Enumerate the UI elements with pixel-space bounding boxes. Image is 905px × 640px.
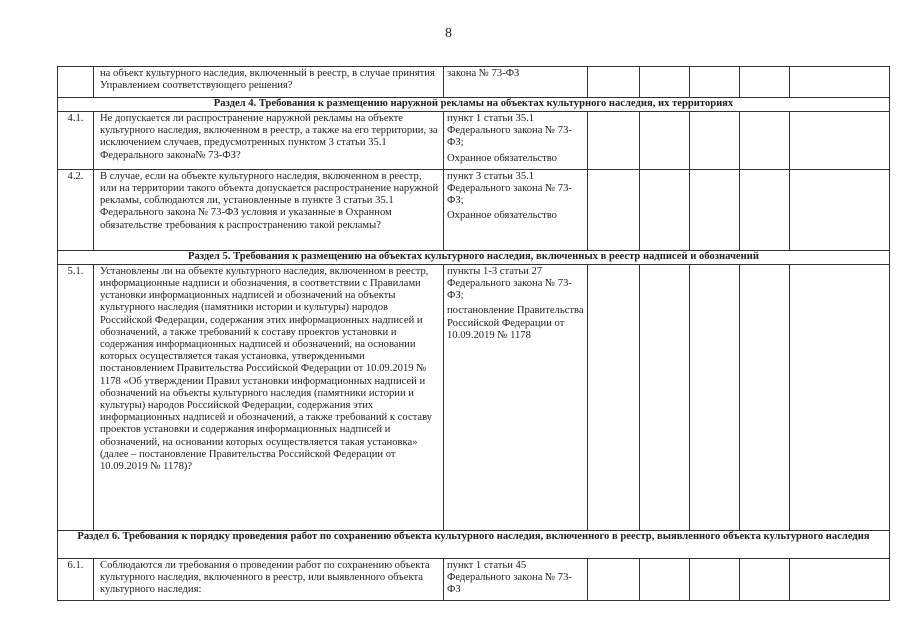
table-row <box>58 558 890 601</box>
item-question: Установлены ли на объекте культурного наследия, включенном в реестр, информационные надписи и обозначения, в соответствии с Правилами установки информационных надписей и обозначений на объекты культурного наследия (памятники истории и культуры) народов Российской Федерации, содержания этих информационных надписей и обозначений, а также требований к составу проектов установки и содержания информационных надписей и обозначений, на основании которых осуществляется такая установка, утвержденными постановлением Правительства Российской Федерации от 10.09.2019 № 1178 «Об утверждении Правил установки информационных надписей и обозначений на объекты культурного наследия (памятники истории и культуры) народов Российской Федерации, содержания этих информационных надписей и обозначений, а также требований к составу проектов установки и содержания информационных надписей и обозначений, на основании которых осуществляется такая установка» (далее – постановление Правительства Российской Федерации от 10.09.2019 № 1178)? <box>94 264 444 530</box>
answer-cell <box>740 558 790 601</box>
requirements-table <box>57 66 890 601</box>
answer-cell <box>640 169 690 250</box>
answer-cell <box>690 112 740 170</box>
answer-cell <box>640 264 690 530</box>
note-cell <box>790 169 890 250</box>
item-reference: пункт 3 статьи 35.1 Федерального закона № 73-ФЗ; Охранное обязательство <box>444 169 588 250</box>
item-question: Соблюдаются ли требования о проведении работ по сохранению объекта культурного наследия, включенного в реестр, или выявленного объекта культурного наследия: <box>94 558 444 601</box>
section-header <box>58 530 890 558</box>
answer-cell <box>588 558 640 601</box>
item-reference: пункты 1-3 статьи 27 Федерального закона № 73-ФЗ; постановление Правительства Российской Федерации от 10.09.2019 № 1178 <box>444 264 588 530</box>
page-number: 8 <box>445 26 452 41</box>
item-number: 6.1. <box>58 558 94 601</box>
answer-cell <box>740 112 790 170</box>
table-row <box>58 169 890 250</box>
answer-cell <box>690 558 740 601</box>
item-number: 4.2. <box>58 169 94 250</box>
answer-cell <box>588 67 640 98</box>
table-row <box>58 264 890 530</box>
item-number <box>58 67 94 98</box>
section-title: Раздел 5. Требования к размещению на объектах культурного наследия, включенных в реестр надписей и обозначений <box>58 250 890 264</box>
answer-cell <box>588 264 640 530</box>
item-question: В случае, если на объекте культурного наследия, включенном в реестр, или на территории такого объекта допускается распространение наружной рекламы, соблюдаются ли, установленные в пункте 3 статьи 35.1 Федерального закона № 73-ФЗ условия и указанные в Охранном обязательстве требования к распространению такой рекламы? <box>94 169 444 250</box>
answer-cell <box>740 67 790 98</box>
item-number: 4.1. <box>58 112 94 170</box>
answer-cell <box>740 264 790 530</box>
table-row <box>58 112 890 170</box>
section-title: Раздел 4. Требования к размещению наружной рекламы на объектах культурного наследия, их территориях <box>58 98 890 112</box>
section-header <box>58 98 890 112</box>
note-cell <box>790 264 890 530</box>
answer-cell <box>588 112 640 170</box>
table-row <box>58 67 890 98</box>
item-reference: пункт 1 статьи 35.1 Федерального закона № 73-ФЗ; Охранное обязательство <box>444 112 588 170</box>
note-cell <box>790 558 890 601</box>
item-number: 5.1. <box>58 264 94 530</box>
answer-cell <box>690 264 740 530</box>
answer-cell <box>740 169 790 250</box>
item-question: Не допускается ли распространение наружной рекламы на объекте культурного наследия, включенном в реестр, а также на его территории, за исключением случаев, предусмотренных пунктом 3 статьи 35.1 Федерального закона№ 73-ФЗ? <box>94 112 444 170</box>
answer-cell <box>640 67 690 98</box>
note-cell <box>790 67 890 98</box>
note-cell <box>790 112 890 170</box>
section-header <box>58 250 890 264</box>
answer-cell <box>690 67 740 98</box>
item-reference: закона № 73-ФЗ <box>444 67 588 98</box>
answer-cell <box>640 558 690 601</box>
item-reference: пункт 1 статьи 45 Федерального закона № 73-ФЗ <box>444 558 588 601</box>
section-title: Раздел 6. Требования к порядку проведения работ по сохранению объекта культурного наследия, включенного в реестр, выявленного объекта культурного наследия <box>58 530 890 558</box>
answer-cell <box>640 112 690 170</box>
answer-cell <box>690 169 740 250</box>
answer-cell <box>588 169 640 250</box>
item-question: на объект культурного наследия, включенный в реестр, в случае принятия Управлением соответствующего решения? <box>94 67 444 98</box>
